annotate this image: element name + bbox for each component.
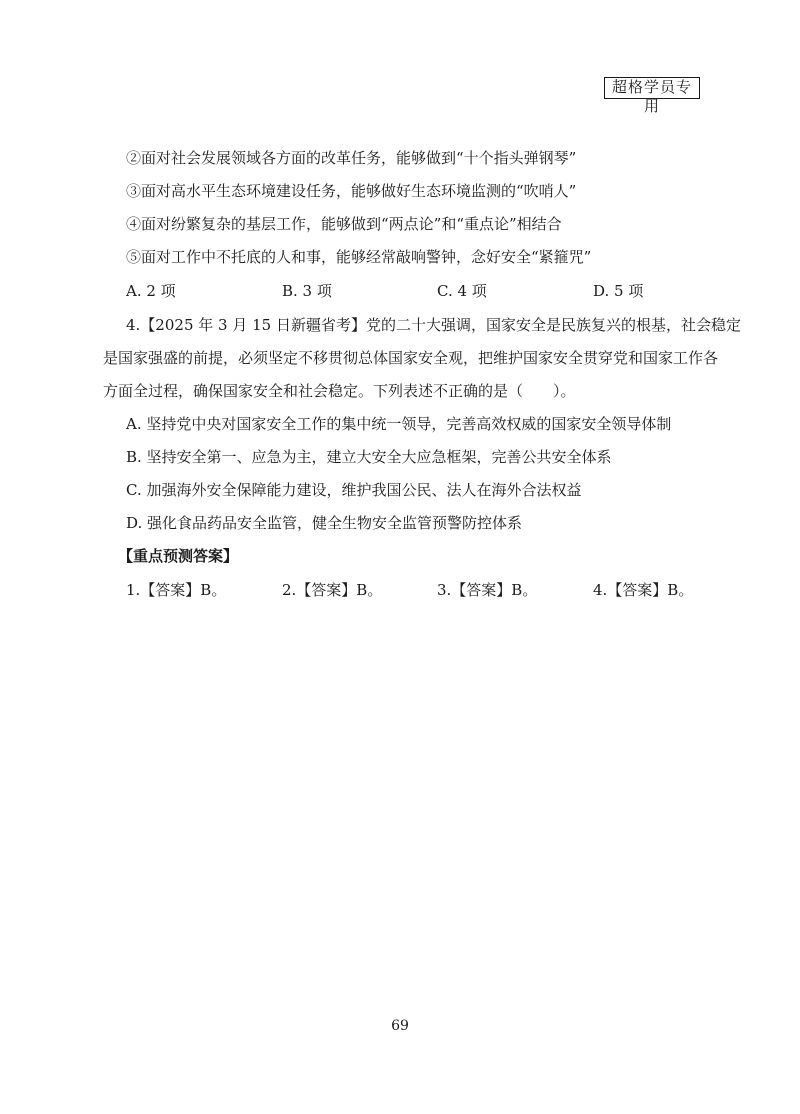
q3-option-a: A. 2 项 [126,282,176,300]
statement-4: ④面对纷繁复杂的基层工作，能够做到“两点论”和“重点论”相结合 [126,215,562,233]
q4-option-d: D. 强化食品药品安全监管，健全生物安全监管预警防控体系 [126,514,523,532]
answer-2: 2.【答案】B。 [282,581,383,599]
q4-stem-line-1: 4.【2025 年 3 月 15 日新疆省考】党的二十大强调，国家安全是民族复兴的根基，社会稳定 [126,316,741,334]
answer-3: 3.【答案】B。 [437,581,538,599]
answer-1: 1.【答案】B。 [126,581,227,599]
answers-heading: 【重点预测答案】 [118,547,239,565]
exclusive-tag: 超格学员专用 [604,77,700,99]
q4-stem-line-2: 是国家强盛的前提，必须坚定不移贯彻总体国家安全观，把维护国家安全贯穿党和国家工作各 [103,349,719,367]
q3-option-d: D. 5 项 [593,282,644,300]
answer-4: 4.【答案】B。 [593,581,694,599]
q4-option-c: C. 加强海外安全保障能力建设，维护我国公民、法人在海外合法权益 [126,481,582,499]
q3-option-c: C. 4 项 [437,282,487,300]
statement-5: ⑤面对工作中不托底的人和事，能够经常敲响警钟，念好安全“紧箍咒” [126,248,592,266]
q3-option-b: B. 3 项 [282,282,332,300]
q4-stem-line-3: 方面全过程，确保国家安全和社会稳定。下列表述不正确的是（ ）。 [103,382,576,400]
q4-option-a: A. 坚持党中央对国家安全工作的集中统一领导，完善高效权威的国家安全领导体制 [126,415,672,433]
statement-3: ③面对高水平生态环境建设任务，能够做好生态环境监测的“吹哨人” [126,182,577,200]
statement-2: ②面对社会发展领域各方面的改革任务，能够做到“十个指头弹钢琴” [126,149,577,167]
page-number: 69 [391,1018,409,1034]
q4-option-b: B. 坚持安全第一、应急为主，建立大安全大应急框架，完善公共安全体系 [126,448,612,466]
